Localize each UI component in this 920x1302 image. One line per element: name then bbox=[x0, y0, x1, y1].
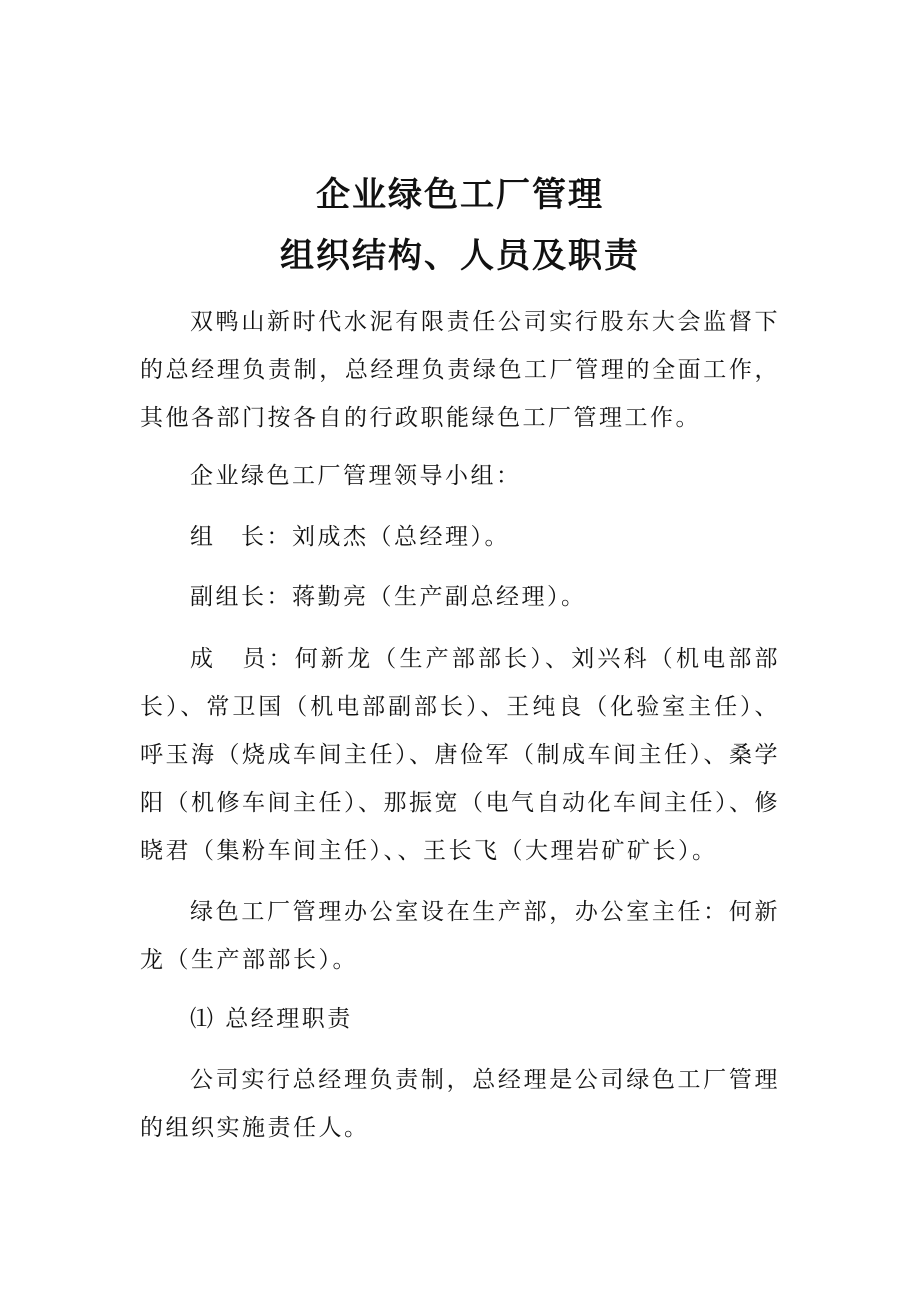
office-paragraph: 绿色工厂管理办公室设在生产部，办公室主任：何新龙（生产部部长）。 bbox=[140, 899, 780, 973]
leadership-group-heading: 企业绿色工厂管理领导小组： bbox=[190, 463, 522, 489]
document-title-line2: 组织结构、人员及职责 bbox=[280, 236, 640, 276]
group-leader-line: 组 长：刘成杰（总经理）。 bbox=[190, 524, 510, 550]
document-title-line1: 企业绿色工厂管理 bbox=[316, 175, 604, 215]
members-paragraph: 成 员：何新龙（生产部部长）、刘兴科（机电部部长）、常卫国（机电部副部长）、王纯良（化验室主任）、呼玉海（烧成车间主任）、唐俭军（制成车间主任）、桑学阳（机修车间主任）、那振宽（电气自动化车间主任）、修晓君（集粉车间主任）、、王长飞（大理岩矿矿长）。 bbox=[140, 646, 780, 864]
section1-body: 公司实行总经理负责制，总经理是公司绿色工厂管理的组织实施责任人。 bbox=[140, 1067, 780, 1141]
section1-heading: ⑴ 总经理职责 bbox=[190, 1006, 353, 1032]
deputy-leader-line: 副组长：蒋勤亮（生产副总经理）。 bbox=[190, 584, 587, 610]
intro-paragraph: 双鸭山新时代水泥有限责任公司实行股东大会监督下的总经理负责制，总经理负责绿色工厂管理的全面工作，其他各部门按各自的行政职能绿色工厂管理工作。 bbox=[140, 309, 780, 431]
